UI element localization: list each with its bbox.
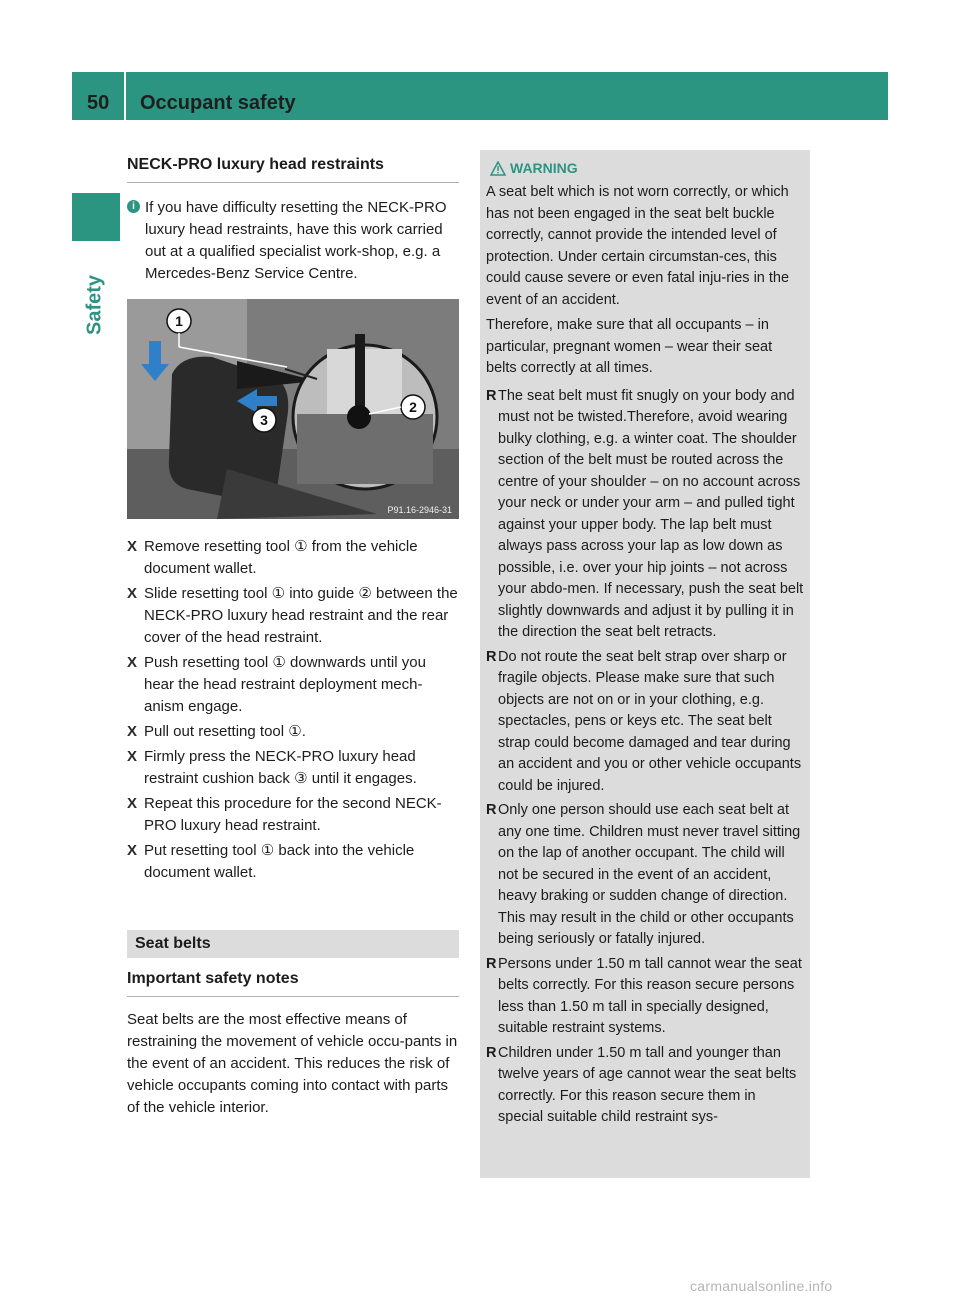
subheading-safety-notes: Important safety notes [127,970,459,997]
step-marker-icon: X [127,795,138,812]
step-item: X Pull out resetting tool ①. [127,721,459,743]
figure-callout-1: 1 [175,313,183,329]
watermark: carmanualsonline.info [690,1278,833,1294]
warning-bullet-list [486,386,804,1129]
info-text: If you have difficulty resetting the NECK-PRO luxury head restraints, have this work carried out at a qualified specialist work-shop, e.g. a Mercedes-Benz Service Centre. [145,199,447,282]
left-column [127,150,459,1119]
warning-bullet: R Persons under 1.50 m tall cannot wear the seat belts correctly. For this reason secure persons less than 1.50 m tall in specially designed, suitable restraint systems. [486,955,802,1036]
bullet-icon: R [486,955,497,972]
step-item: X Slide resetting tool ① into guide ② between the NECK-PRO luxury head restraint and the rear cover of the head restraint. [127,585,458,646]
warning-paragraph-1: A seat belt which is not worn correctly, or which has not been engaged in the seat belt buckle correctly, cannot provide the intended level of protection. Under certain circumstan-ces, this could cause severe or even fatal inju-ries in the event of an accident. [486,184,790,308]
seat-belts-paragraph: Seat belts are the most effective means of restraining the movement of vehicle occu-pants in the event of an accident. This reduces the risk of vehicle occupants coming into contact with parts of the vehicle interior. [127,1011,458,1116]
warning-bullet: R The seat belt must fit snugly on your body and must not be twisted.Therefore, avoid wearing bulky clothing, e.g. a winter coat. The shoulder section of the belt must be routed across the centre of your shoulder – on no account across your neck or under your arm – and pulled tight against your upper body. The lap belt must always pass across your lap as low down as possible, i.e. over your hip joints – not across your abdo-men. If necessary, push the seat belt slightly downwards and adjust it by pulling it in the direction the seat belt retracts. [486,387,804,640]
figure-code: P91.16-2946-31 [387,505,452,515]
side-tab-block [72,193,120,241]
step-marker-icon: X [127,723,138,740]
step-item: X Remove resetting tool ① from the vehicle document wallet. [127,538,418,577]
step-marker-icon: X [127,585,138,602]
head-restraint-figure [127,299,459,519]
warning-label: WARNING [510,160,578,176]
chapter-title: Occupant safety [140,92,296,114]
warning-box [480,150,810,1178]
info-icon: i [127,200,140,213]
step-marker-icon: X [127,748,138,765]
warning-triangle-icon [490,161,506,176]
figure-callout-2: 2 [409,399,417,415]
warning-bullet: R Only one person should use each seat belt at any one time. Children must never travel sitting on the lap of another occupant. The child will not be secured in the event of an accident, heavy braking or sudden change of direction. This may result in the child or other occupants being seriously or fatally injured. [486,802,801,947]
info-note [127,197,459,285]
bullet-icon: R [486,802,497,818]
figure-callout-3: 3 [260,412,268,428]
page-number: 50 [87,92,110,114]
step-marker-icon: X [127,538,138,555]
side-tab-label: Safety [83,274,106,336]
step-item: X Firmly press the NECK-PRO luxury head restraint cushion back ③ until it engages. [127,748,417,787]
neck-pro-title: NECK-PRO luxury head restraints [127,156,459,183]
warning-paragraph-2: Therefore, make sure that all occupants – in particular, pregnant women – wear their seat belts correctly at all times. [486,317,773,376]
bullet-icon: R [486,387,497,404]
step-marker-icon: X [127,654,138,671]
step-list [127,536,459,884]
warning-bullet: R Do not route the seat belt strap over sharp or fragile objects. Please make sure that such objects are not on or in your clothing, e.g. spectacles, pens or keys etc. The seat belt strap could become damaged and tear during an accident and you or other vehicle occupants could be injured. [486,648,802,794]
step-marker-icon: X [127,842,138,859]
step-item: X Repeat this procedure for the second NECK-PRO luxury head restraint. [127,795,442,834]
step-item: X Put resetting tool ① back into the vehicle document wallet. [127,842,415,881]
section-heading-seat-belts: Seat belts [127,930,459,958]
header-divider [124,72,126,120]
step-item: X Push resetting tool ① downwards until you hear the head restraint deployment mech-anism engage. [127,654,426,715]
bullet-icon: R [486,1044,497,1061]
warning-heading [486,160,810,178]
bullet-icon: R [486,648,497,665]
warning-bullet: R Children under 1.50 m tall and younger than twelve years of age cannot wear the seat belts correctly. For this reason secure them in special suitable child restraint sys- [486,1044,797,1125]
